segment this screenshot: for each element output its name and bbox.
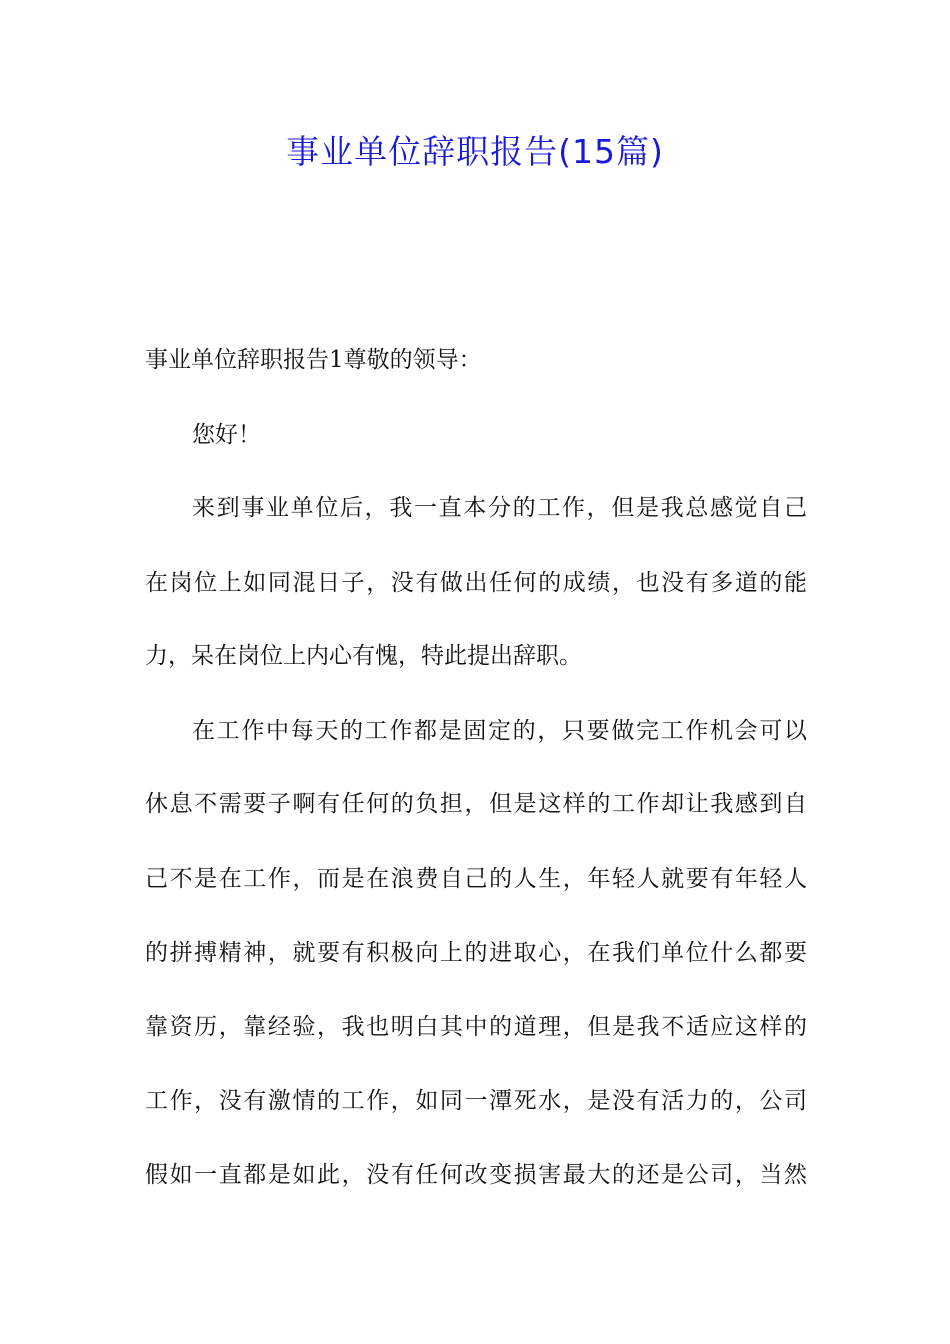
document-title: 事业单位辞职报告(15篇) xyxy=(286,132,664,171)
paragraph-line: 休息不需要子啊有任何的负担，但是这样的工作却让我感到自 xyxy=(145,791,807,817)
paragraph-line: 来到事业单位后，我一直本分的工作，但是我总感觉自己 xyxy=(192,495,807,521)
paragraph-line: 的拼搏精神，就要有积极向上的进取心，在我们单位什么都要 xyxy=(145,940,807,966)
paragraph-line: 工作，没有激情的工作，如同一潭死水，是没有活力的，公司 xyxy=(145,1088,807,1114)
paragraph-line: 假如一直都是如此，没有任何改变损害最大的还是公司，当然 xyxy=(145,1162,807,1188)
paragraph-line: 力，呆在岗位上内心有愧，特此提出辞职。 xyxy=(145,643,582,669)
greeting-line: 您好！ xyxy=(192,422,261,448)
paragraph-line: 在工作中每天的工作都是固定的，只要做完工作机会可以 xyxy=(192,718,807,744)
paragraph-line: 己不是在工作，而是在浪费自己的人生，年轻人就要有年轻人 xyxy=(145,866,807,892)
paragraph-line: 在岗位上如同混日子，没有做出任何的成绩，也没有多道的能 xyxy=(145,570,807,596)
salutation-line: 事业单位辞职报告1尊敬的领导： xyxy=(145,347,482,373)
paragraph-line: 靠资历，靠经验，我也明白其中的道理，但是我不适应这样的 xyxy=(145,1014,807,1040)
